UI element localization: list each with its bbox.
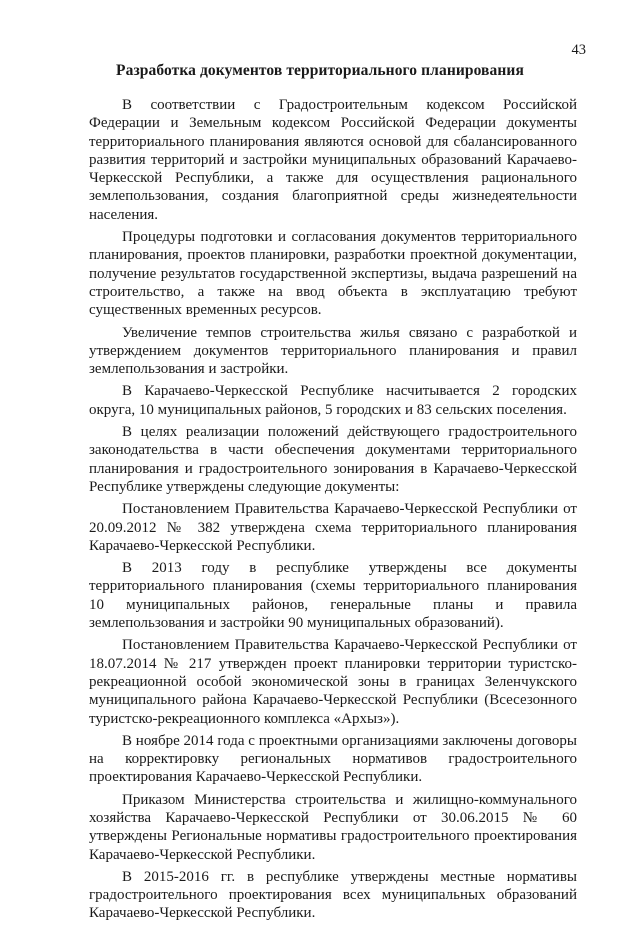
paragraph: Приказом Министерства строительства и жилищно-коммунального хозяйства Карачаево-Черкесской Республики от 30.06.2015 № 60 утверждены Региональные нормативы градостроительного проектирования Карачаево-Черкесской Республики. [89,791,577,863]
paragraph: Постановлением Правительства Карачаево-Черкесской Республики от 18.07.2014 № 217 утвержден проект планировки территории туристско-рекреационной особой экономической зоны в границах Зеленчукского муниципального района Карачаево-Черкесской Республики (Всесезонного туристско-рекреационного комплекса «Архыз»). [89,637,577,727]
body-text [89,96,577,927]
paragraph: Увеличение темпов строительства жилья связано с разработкой и утверждением документов территориального планирования и правил землепользования и застройки. [89,324,577,378]
paragraph: В 2015-2016 гг. в республике утверждены местные нормативы градостроительного проектирования всех муниципальных образований Карачаево-Черкесской Республики. [89,868,577,922]
paragraph: В 2013 году в республике утверждены все документы территориального планирования (схемы территориального планирования 10 муниципальных районов, генеральные планы и правила землепользования и застройки 90 муниципальных образований). [89,560,577,632]
page-number: 43 [571,42,586,58]
paragraph: Процедуры подготовки и согласования документов территориального планирования, проектов планировки, разработки проектной документации, получение результатов государственной экспертизы, выдача разрешений на строительство, а также на ввод объекта в эксплуатацию требуют существенных временных ресурсов. [89,229,577,319]
paragraph: В целях реализации положений действующего градостроительного законодательства в части обеспечения документами территориального планирования и градостроительного зонирования в Карачаево-Черкесской Республике утверждены следующие документы: [89,424,577,495]
page-title: Разработка документов территориального планирования [116,62,524,79]
paragraph: В соответствии с Градостроительным кодексом Российской Федерации и Земельным кодексом Российской Федерации документы территориального планирования являются основой для сбалансированного развития территорий и застройки муниципальных образований Карачаево-Черкесской Республики, а также для осуществления рационального землепользования, создания благоприятной среды жизнедеятельности населения. [89,97,577,223]
paragraph: В ноябре 2014 года с проектными организациями заключены договоры на корректировку региональных нормативов градостроительного проектирования Карачаево-Черкесской Республики. [89,732,577,786]
paragraph: В Карачаево-Черкесской Республике насчитывается 2 городских округа, 10 муниципальных районов, 5 городских и 83 сельских поселения. [89,383,577,418]
paragraph: Постановлением Правительства Карачаево-Черкесской Республики от 20.09.2012 № 382 утверждена схема территориального планирования Карачаево-Черкесской Республики. [89,501,577,554]
